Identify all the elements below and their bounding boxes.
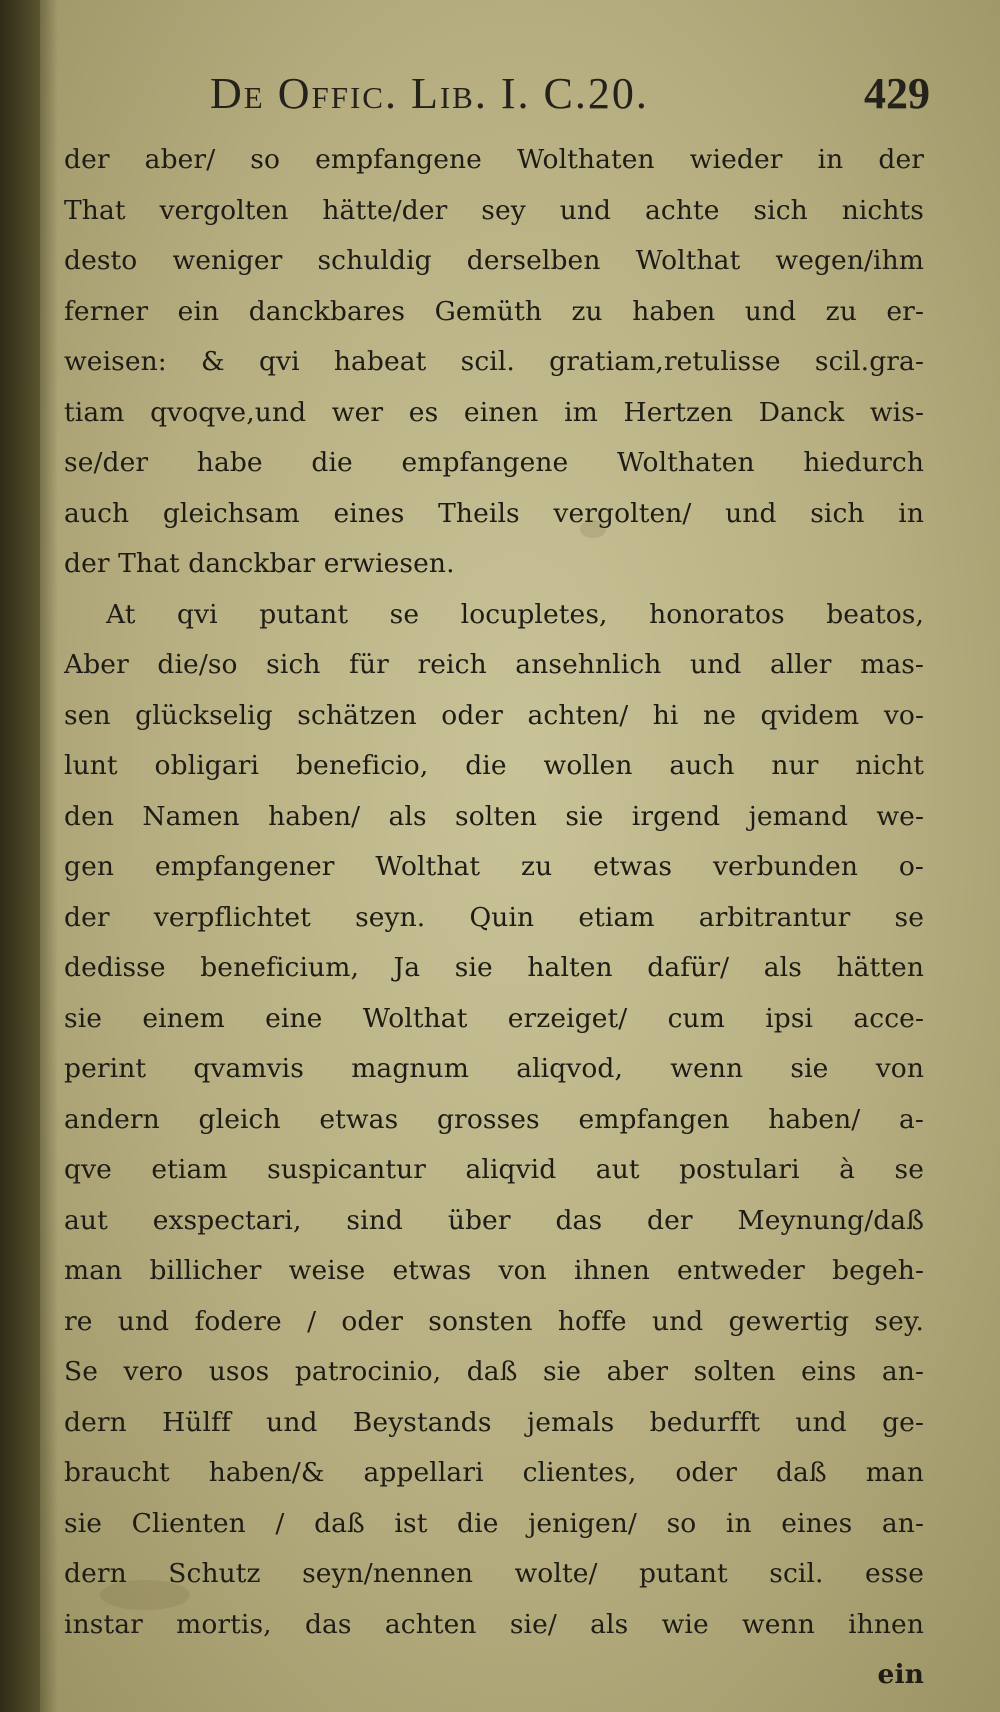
text-line: auch gleichsam eines Theils vergolten/ und sich in: [64, 497, 924, 529]
text-line: sen glückselig schätzen oder achten/ hi ne qvidem vo-: [64, 699, 924, 731]
body-text: [64, 135, 924, 1701]
text-line: At qvi putant se locupletes, honoratos beatos,: [106, 598, 924, 630]
text-line: ferner ein danckbares Gemüth zu haben und zu er-: [64, 295, 924, 327]
text-line: dedisse beneficium, Ja sie halten dafür/ als hätten: [64, 952, 924, 983]
text-line: andern gleich etwas grosses empfangen haben/ a-: [64, 1103, 924, 1135]
text-line: dern Schutz seyn/nennen wolte/ putant scil. esse: [64, 1558, 924, 1589]
text-line: der verpflichtet seyn. Quin etiam arbitrantur se: [64, 901, 924, 933]
text-line: lunt obligari beneficio, die wollen auch nur nicht: [64, 750, 924, 781]
book-page: [40, 0, 1000, 1712]
text-line: gen empfangener Wolthat zu etwas verbunden o-: [64, 851, 924, 882]
text-line: instar mortis, das achten sie/ als wie wenn ihnen: [64, 1608, 924, 1640]
text-line: sie einem eine Wolthat erzeiget/ cum ipsi acce-: [64, 1002, 924, 1034]
text-line: weisen: & qvi habeat scil. gratiam,retulisse scil.gra-: [64, 346, 924, 377]
page-header: [210, 68, 930, 128]
text-line: aut exspectari, sind über das der Meynung/daß: [64, 1204, 924, 1236]
book-binding-edge: [0, 0, 40, 1712]
text-line: der That danckbar erwiesen.: [64, 548, 455, 579]
text-line: That vergolten hätte/der sey und achte sich nichts: [64, 194, 924, 226]
text-line: re und fodere / oder sonsten hoffe und gewertig sey.: [64, 1305, 924, 1337]
text-line: man billicher weise etwas von ihnen entweder begeh-: [64, 1255, 924, 1286]
text-line: tiam qvoqve,und wer es einen im Hertzen Danck wis-: [64, 396, 924, 428]
text-line: Aber die/so sich für reich ansehnlich und aller mas-: [64, 649, 924, 680]
running-head: De Offic. Lib. I. C.20.: [210, 69, 649, 118]
text-line: der aber/ so empfangene Wolthaten wieder in der: [64, 144, 924, 175]
page-number: 429: [864, 69, 930, 118]
text-line: den Namen haben/ als solten sie irgend jemand we-: [64, 800, 924, 832]
text-line: Se vero usos patrocinio, daß sie aber solten eins an-: [64, 1356, 924, 1387]
text-line: qve etiam suspicantur aliqvid aut postulari à se: [64, 1154, 924, 1185]
text-line: perint qvamvis magnum aliqvod, wenn sie von: [64, 1053, 924, 1084]
text-line: sie Clienten / daß ist die jenigen/ so in eines an-: [64, 1507, 924, 1539]
text-line: se/der habe die empfangene Wolthaten hiedurch: [64, 447, 924, 478]
text-line: desto weniger schuldig derselben Wolthat wegen/ihm: [64, 245, 924, 276]
text-line: braucht haben/& appellari clientes, oder daß man: [64, 1457, 924, 1488]
catchword: ein: [877, 1659, 924, 1690]
text-line: dern Hülff und Beystands jemals bedurfft und ge-: [64, 1406, 924, 1438]
